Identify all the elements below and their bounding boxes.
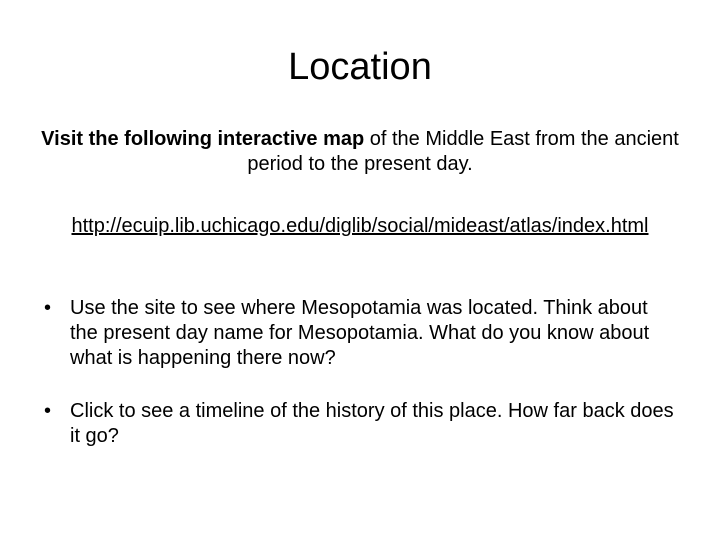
list-item xyxy=(40,296,680,371)
atlas-link[interactable]: http://ecuip.lib.uchicago.edu/diglib/social/mideast/atlas/index.html xyxy=(71,215,649,237)
list-item xyxy=(40,399,680,449)
bullet-list xyxy=(40,296,680,477)
bullet-text: Click to see a timeline of the history of this place. How far back does it go? xyxy=(70,400,674,447)
bullet-text: Use the site to see where Mesopotamia was located. Think about the present day name for Mesopotamia. What do you know about what is happening there now? xyxy=(70,297,650,369)
intro-bold-text: Visit the following interactive map xyxy=(41,128,365,150)
bullet-icon: • xyxy=(44,400,52,422)
slide-title: Location xyxy=(288,46,432,88)
intro-rest-text: of the Middle East from the ancient period to the present day. xyxy=(247,128,679,175)
intro-paragraph xyxy=(40,127,680,177)
bullet-icon: • xyxy=(44,297,52,319)
